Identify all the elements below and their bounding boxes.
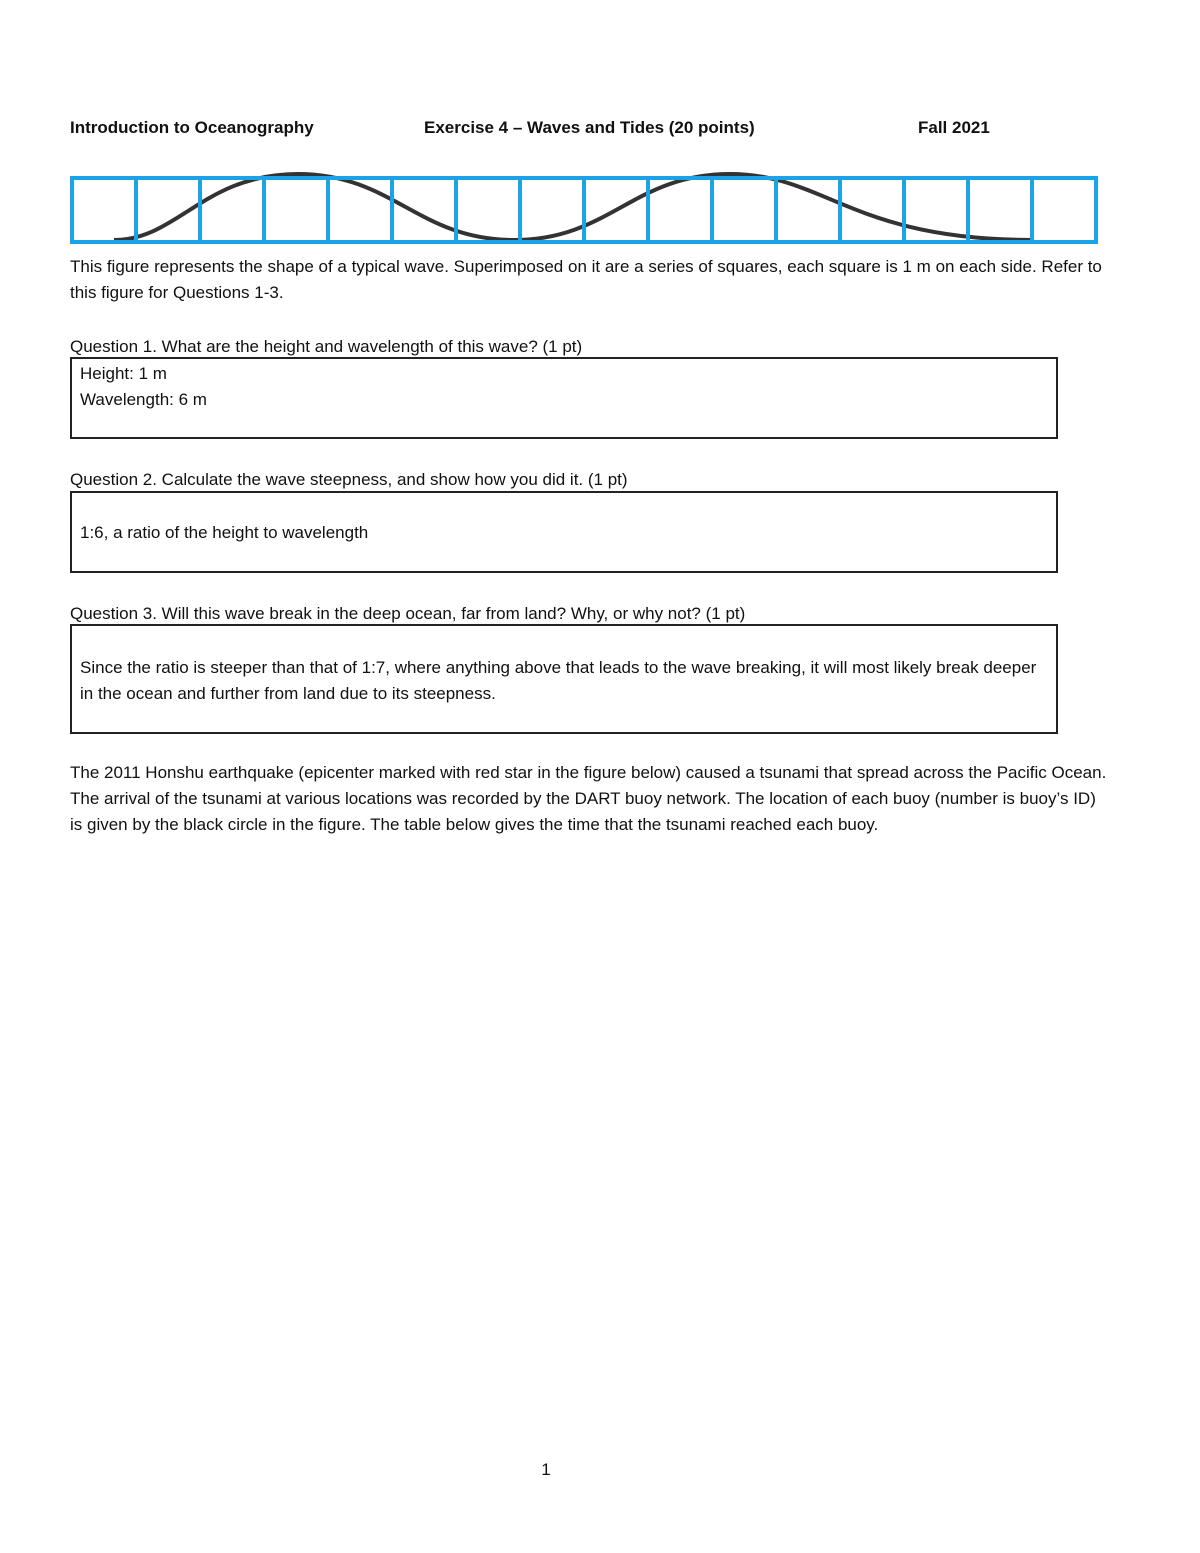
document-header: [70, 118, 1070, 142]
grid-square: [1032, 178, 1096, 242]
question-2-answer-text: 1:6, a ratio of the height to wavelength: [80, 523, 369, 542]
grid-square: [72, 178, 136, 242]
grid-square: [392, 178, 456, 242]
question-2-prompt: Question 2. Calculate the wave steepness, and show how you did it. (1 pt): [70, 470, 628, 489]
question-3-answer-text: Since the ratio is steeper than that of 1:7, where anything above that leads to the wave breaking, it will most likely break deeper in the ocean and further from land due to its steepness.: [80, 658, 1037, 703]
question-1-answer-wavelength: Wavelength: 6 m: [80, 390, 207, 409]
question-1-answer-height: Height: 1 m: [80, 364, 167, 383]
question-3-prompt: Question 3. Will this wave break in the deep ocean, far from land? Why, or why not? (1 pt): [70, 604, 746, 623]
question-3-answer-box[interactable]: [70, 624, 1058, 734]
grid-square: [776, 178, 840, 242]
grid-square: [712, 178, 776, 242]
term-label: Fall 2021: [918, 118, 990, 137]
grid-square: [264, 178, 328, 242]
grid-square: [840, 178, 904, 242]
wave-curve: [114, 174, 1034, 240]
question-1-prompt: Question 1. What are the height and wavelength of this wave? (1 pt): [70, 337, 583, 356]
question-1-answer-box[interactable]: [70, 357, 1058, 439]
course-title: Introduction to Oceanography: [70, 118, 314, 137]
tsunami-description: The 2011 Honshu earthquake (epicenter marked with red star in the figure below) caused a tsunami that spread across the Pacific Ocean. The arrival of the tsunami at various locations was recorded by the DART buoy network. The location of each buoy (number is buoy’s ID) is given by the black circle in the figure. The table below gives the time that the tsunami reached each buoy.: [70, 763, 1107, 834]
page-number: 1: [541, 1460, 551, 1479]
wave-figure: [68, 168, 1098, 250]
question-2-answer-box[interactable]: [70, 491, 1058, 573]
grid-square: [968, 178, 1032, 242]
exercise-title: Exercise 4 – Waves and Tides (20 points): [424, 118, 755, 137]
figure-description: This figure represents the shape of a typical wave. Superimposed on it are a series of squares, each square is 1 m on each side. Refer to this figure for Questions 1-3.: [70, 257, 1102, 302]
grid-square: [520, 178, 584, 242]
grid-square: [328, 178, 392, 242]
